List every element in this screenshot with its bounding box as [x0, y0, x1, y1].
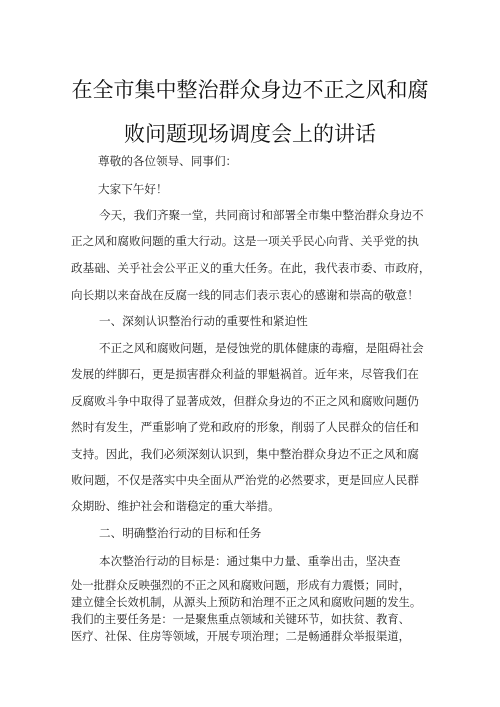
paragraph-1-line-3: 政基础、关乎社会公平正义的重大任务。在此，我代表市委、市政府， [71, 261, 431, 275]
section-heading-1: 一、深刻认识整治行动的重要性和紧迫性 [99, 314, 308, 328]
salutation: 尊敬的各位领导、同事们： [98, 154, 238, 168]
section-heading-2: 二、明确整治行动的目标和任务 [99, 526, 262, 540]
paragraph-3-line-2: 处一批群众反映强烈的不正之风和腐败问题，形成有力震慑；同时， [71, 579, 410, 592]
paragraph-1-line-2: 正之风和腐败问题的重大行动。这是一项关乎民心向背、关乎党的执 [71, 234, 419, 248]
document-title-line-1: 在全市集中整治群众身边不正之风和腐 [71, 78, 429, 102]
paragraph-2-line-5: 支持。因此，我们必须深刻认识到，集中整治群众身边不正之风和腐 [71, 447, 419, 461]
paragraph-1-line-1: 今天，我们齐聚一堂，共同商讨和部署全市集中整治群众身边不 [99, 208, 424, 222]
paragraph-2-line-7: 众期盼、维护社会和谐稳定的重大举措。 [71, 499, 280, 513]
paragraph-3-line-4: 我们的主要任务是：一是聚焦重点领域和关键环节，如扶贫、教育、 [71, 613, 410, 626]
paragraph-2-line-6: 败问题，不仅是落实中央全面从严治党的必然要求，更是回应人民群 [71, 473, 419, 487]
paragraph-3-line-1: 本次整治行动的目标是：通过集中力量、重拳出击，坚决查 [99, 554, 401, 568]
paragraph-2-line-2: 发展的绊脚石，更是损害群众利益的罪魁祸首。近年来，尽管我们在 [71, 367, 419, 381]
document-title-line-2: 败问题现场调度会上的讲话 [124, 122, 376, 146]
paragraph-2-line-4: 然时有发生，严重影响了党和政府的形象，削弱了人民群众的信任和 [71, 420, 419, 434]
greeting: 大家下午好！ [98, 182, 168, 196]
paragraph-1-line-4: 向长期以来奋战在反腐一线的同志们表示衷心的感谢和崇高的敬意！ [71, 288, 419, 302]
paragraph-3-line-3: 建立健全长效机制，从源头上预防和治理不正之风和腐败问题的发生。 [71, 596, 422, 609]
paragraph-3-line-5: 医疗、社保、住房等领域，开展专项治理；二是畅通群众举报渠道， [71, 630, 410, 643]
paragraph-2-line-1: 不正之风和腐败问题，是侵蚀党的肌体健康的毒瘤，是阻碍社会 [99, 341, 424, 355]
paragraph-2-line-3: 反腐败斗争中取得了显著成效，但群众身边的不正之风和腐败问题仍 [71, 394, 419, 408]
